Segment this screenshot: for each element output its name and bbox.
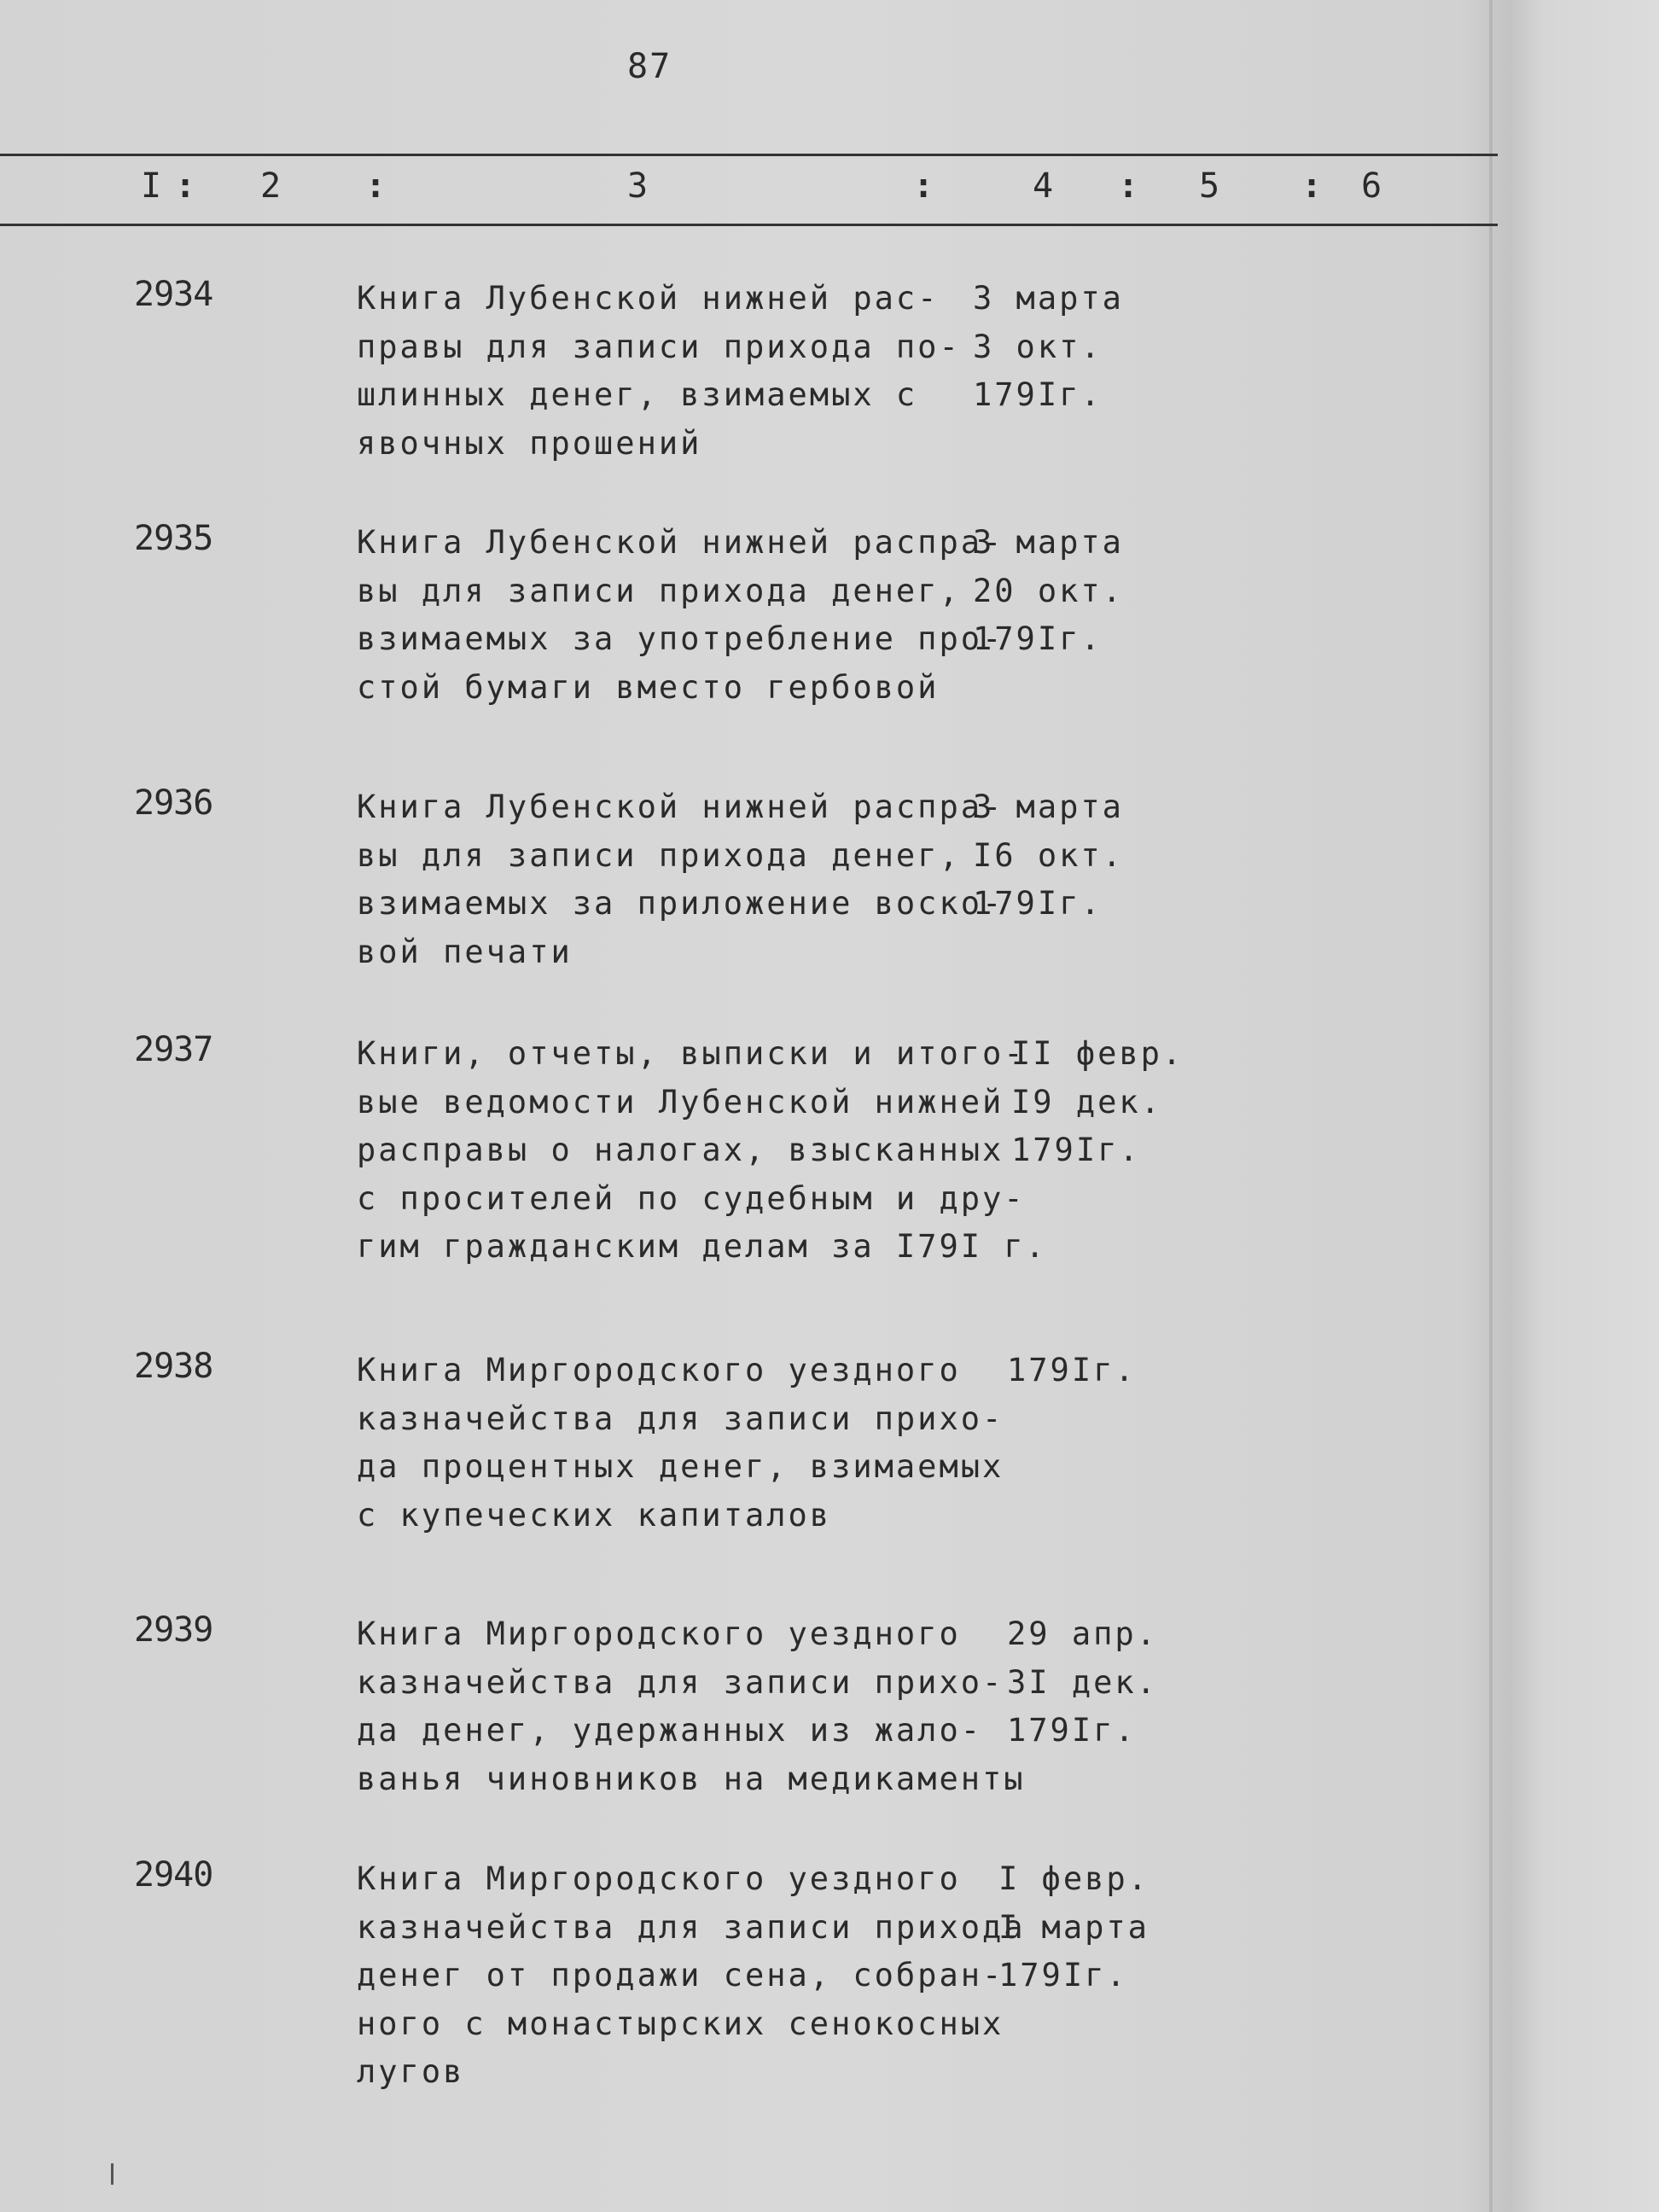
date-line: II февр.: [1011, 1035, 1185, 1072]
entry-description: [357, 1030, 1047, 1272]
entry-description: [357, 519, 1004, 712]
date-line: I6 окт.: [973, 836, 1124, 874]
date-line: 3 марта: [973, 280, 1124, 317]
description-line: вой печати: [357, 933, 573, 970]
description-line: явочных прошений: [357, 424, 702, 462]
entry-dates: [1007, 1347, 1263, 1395]
table-header-rule-bottom: [0, 224, 1498, 226]
entry-dates: [998, 1855, 1254, 2000]
entry-number: 2939: [134, 1610, 213, 1650]
description-line: взимаемых за приложение воско-: [357, 885, 1004, 922]
description-line: казначейства для записи прихо-: [357, 1663, 1004, 1701]
entry-description: [357, 1610, 1026, 1803]
description-line: взимаемых за употребление про-: [357, 620, 1004, 657]
entry-description: [357, 1855, 1026, 2097]
margin-mark: [111, 2163, 114, 2185]
entry-dates: [973, 519, 1229, 664]
description-line: Книга Миргородского уездного: [357, 1352, 961, 1388]
entry-description: [357, 275, 988, 468]
column-header-6: 6: [1361, 166, 1384, 206]
description-line: шлинных денег, взимаемых с: [357, 376, 918, 413]
date-line: I февр.: [998, 1860, 1150, 1897]
column-header-2: 2: [260, 166, 283, 206]
date-line: 3I дек.: [1007, 1663, 1158, 1701]
description-line: ного с монастырских сенокосных: [357, 2005, 1004, 2042]
entry-number: 2934: [134, 275, 213, 314]
description-line: с просителей по судебным и дру-: [357, 1179, 1026, 1217]
description-line: Книги, отчеты, выписки и итого-: [357, 1035, 1026, 1072]
column-separator: :: [175, 166, 196, 206]
description-line: Книга Лубенской нижней рас-: [357, 280, 940, 317]
date-line: 179Iг.: [973, 885, 1103, 922]
column-separator: :: [365, 166, 387, 206]
description-line: денег от продажи сена, собран-: [357, 1957, 1004, 1994]
date-line: 29 апр.: [1007, 1615, 1158, 1652]
entry-dates: [973, 783, 1229, 928]
entry-description: [357, 783, 1004, 976]
date-line: 179Iг.: [973, 376, 1103, 413]
date-line: 3 окт.: [973, 328, 1103, 365]
entry-number: 2937: [134, 1030, 213, 1069]
column-separator: :: [1118, 166, 1139, 206]
description-line: лугов: [357, 2053, 465, 2090]
description-line: Книга Миргородского уездного: [357, 1860, 961, 1897]
date-line: 179Iг.: [1011, 1132, 1141, 1168]
date-line: I9 дек.: [1011, 1083, 1162, 1121]
table-header-rule-top: [0, 154, 1498, 156]
column-separator: :: [1301, 166, 1323, 206]
date-line: 3 марта: [973, 524, 1124, 561]
description-line: да процентных денег, взимаемых: [357, 1448, 1004, 1485]
description-line: вы для записи прихода денег,: [357, 836, 961, 874]
column-separator: :: [913, 166, 934, 206]
column-header-1: I: [141, 166, 164, 206]
description-line: казначейства для записи прихода: [357, 1908, 1026, 1946]
entry-description: [357, 1347, 1004, 1540]
entry-dates: [1007, 1610, 1263, 1755]
description-line: расправы о налогах, взысканных: [357, 1132, 1004, 1168]
page-number: 87: [627, 47, 672, 86]
date-line: 179Iг.: [973, 620, 1103, 657]
entry-number: 2938: [134, 1347, 213, 1386]
description-line: вые ведомости Лубенской нижней: [357, 1083, 1004, 1121]
entry-dates: [973, 275, 1229, 420]
description-line: казначейства для записи прихо-: [357, 1400, 1004, 1437]
date-line: 179Iг.: [998, 1957, 1128, 1994]
date-line: I марта: [998, 1908, 1150, 1946]
description-line: Книга Лубенской нижней распра-: [357, 789, 1004, 825]
date-line: 3 марта: [973, 789, 1124, 825]
description-line: Книга Миргородского уездного: [357, 1615, 961, 1652]
date-line: 179Iг.: [1007, 1352, 1137, 1388]
date-line: 20 окт.: [973, 572, 1124, 609]
description-line: да денег, удержанных из жало-: [357, 1712, 983, 1749]
entry-number: 2935: [134, 519, 213, 558]
page-fold-shadow: [1489, 0, 1493, 2212]
entry-dates: [1011, 1030, 1267, 1175]
description-line: ванья чиновников на медикаменты: [357, 1760, 1026, 1797]
description-line: вы для записи прихода денег,: [357, 572, 961, 609]
description-line: с купеческих капиталов: [357, 1496, 832, 1534]
date-line: 179Iг.: [1007, 1712, 1137, 1749]
entry-number: 2940: [134, 1855, 213, 1895]
column-header-4: 4: [1033, 166, 1056, 206]
column-header-5: 5: [1199, 166, 1222, 206]
description-line: правы для записи прихода по-: [357, 328, 961, 365]
description-line: Книга Лубенской нижней распра-: [357, 524, 1004, 561]
description-line: стой бумаги вместо гербовой: [357, 668, 940, 706]
entry-number: 2936: [134, 783, 213, 823]
column-header-3: 3: [627, 166, 650, 206]
description-line: гим гражданским делам за I79I г.: [357, 1228, 1047, 1265]
